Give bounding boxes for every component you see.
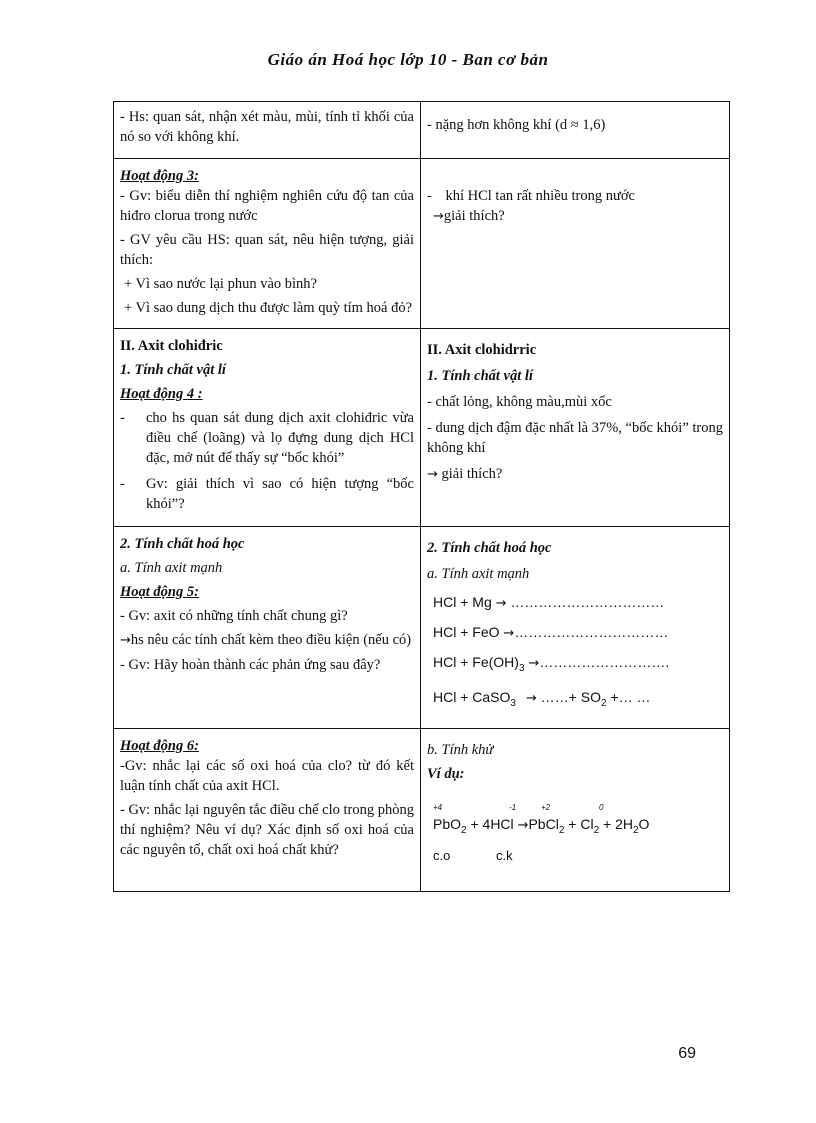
arrow-icon: → [427, 467, 438, 482]
subsection-heading: 2. Tính chất hoá học [120, 536, 245, 552]
page-header: Giáo án Hoá học lớp 10 - Ban cơ bản [267, 50, 549, 69]
bullet-item [120, 474, 414, 514]
equation-reactants: HCl + CaSO [433, 688, 511, 705]
subscript: 2 [593, 824, 600, 836]
subsection-heading: 1. Tính chất vật lí [120, 362, 226, 378]
table-row [114, 728, 730, 891]
table-row [114, 159, 730, 329]
table-cell-left [114, 728, 421, 891]
text-line: - GV yêu cầu HS: quan sát, nêu hiện tượng, giải thích: [120, 232, 414, 268]
lesson-table [113, 101, 730, 892]
text-line: giải thích? [441, 466, 503, 482]
subscript: 2 [461, 824, 467, 836]
arrow-icon: → [525, 690, 537, 706]
table-row [114, 102, 730, 159]
text-line: - Gv: Hãy hoàn thành các phản ứng sau đây? [120, 657, 381, 673]
table-cell-right [421, 728, 730, 891]
arrow-icon: → [433, 209, 444, 224]
table-row [114, 527, 730, 729]
equation-reactants: HCl + FeO [433, 624, 500, 640]
text-line: - Gv: biểu diễn thí nghiệm nghiên cứu độ tan của hiđro clorua trong nước [120, 188, 414, 224]
text-line: - chất lỏng, không màu,mùi xốc [427, 394, 612, 410]
subscript: 3 [518, 662, 525, 674]
equation-part: + Cl [564, 815, 594, 832]
section-heading: II. Axit clohidrric [427, 342, 537, 358]
equation-reactants: HCl + Mg [433, 594, 492, 610]
text-line: - Gv: nhắc lại nguyên tắc điều chế clo trong phòng thí nghiệm? Nêu ví dụ? Xác định số oxi hoá của các nguyên tố, chất oxi hoá chất khử? [120, 801, 414, 858]
table-cell-left [114, 329, 421, 527]
oxidation-number: -1 [509, 802, 517, 812]
subsection-heading: a. Tính axit mạnh [120, 560, 223, 576]
activity-heading: Hoạt động 4 : [120, 386, 203, 402]
equation-part: O [638, 815, 650, 832]
text-line: Gv: giải thích vì sao có hiện tượng “bốc khói”? [146, 476, 414, 512]
equation [433, 592, 723, 614]
reducer-label: c.k [495, 848, 513, 864]
text-line: - Gv: axit có những tính chất chung gì? [120, 608, 348, 624]
activity-heading: Hoạt động 3: [120, 168, 199, 184]
oxidation-number: 0 [599, 802, 604, 812]
dash-marker: - [120, 476, 125, 492]
equation-part: PbO [433, 815, 462, 832]
arrow-icon: → [528, 656, 540, 671]
text-line: -Gv: nhắc lại các số oxi hoá của clo? từ đó kết luận tính chất của axit HCl. [120, 757, 414, 794]
arrow-icon: → [120, 633, 131, 648]
text-line: - dung dịch đậm đặc nhất là 37%, “bốc khói” trong không khí [427, 420, 723, 456]
text-line: hs nêu các tính chất kèm theo điều kiện (nếu có) [130, 632, 412, 648]
equation-blank: …………………………… [514, 624, 669, 640]
table-cell-left [114, 159, 421, 329]
text-line: - nặng hơn không khí (d ≈ 1,6) [427, 117, 606, 133]
arrow-icon: → [503, 626, 515, 641]
arrow-icon: → [495, 596, 507, 611]
equation-part: + 4HCl [466, 815, 518, 832]
table-cell-right [421, 527, 730, 729]
arrow-icon: → [517, 817, 529, 833]
subscript: 2 [600, 697, 607, 709]
table-row [114, 329, 730, 527]
equation [433, 622, 723, 644]
equation-blank: +… … [610, 688, 651, 705]
bullet-item [120, 408, 414, 468]
table-cell-right [421, 102, 730, 159]
activity-heading: Hoạt động 6: [120, 737, 199, 754]
activity-heading: Hoạt động 5: [120, 584, 199, 600]
equation-blank: ………………………. [539, 654, 670, 670]
oxidation-number: +4 [433, 802, 443, 812]
text-line: cho hs quan sát dung dịch axit clohiđric vừa điều chế (loãng) và lọ đựng dung dịch HCl đặc, mở nút để thấy sự “bốc khói” [146, 410, 414, 466]
page-number: 69 [678, 1045, 696, 1062]
subscript: 2 [558, 824, 565, 836]
subsection-heading: a. Tính axit mạnh [427, 566, 530, 582]
table-cell-right [421, 159, 730, 329]
equation-blank: ……+ SO [540, 688, 601, 705]
text-line: - Hs: quan sát, nhận xét màu, mùi, tính tỉ khối của nó so với không khí. [120, 109, 414, 145]
table-cell-right [421, 329, 730, 527]
subsection-heading: 2. Tính chất hoá học [427, 540, 552, 556]
equation-part: + 2H [599, 815, 633, 832]
text-line: + Vì sao dung dịch thu được làm quỳ tím hoá đỏ? [124, 300, 413, 316]
redox-labels [433, 846, 723, 866]
subsection-heading: 1. Tính chất vật lí [427, 368, 533, 384]
equation-blank: …………………………… [510, 594, 665, 610]
section-heading: II. Axit clohiđric [120, 338, 223, 354]
subscript: 3 [510, 697, 516, 709]
table-cell-left [114, 102, 421, 159]
dash-marker: - [427, 188, 432, 204]
equation [433, 687, 723, 714]
dash-marker: - [120, 410, 125, 426]
oxidation-numbers [433, 798, 723, 812]
equation [433, 652, 723, 679]
equation-reactants: HCl + Fe(OH) [433, 654, 519, 670]
subsection-heading: Ví dụ: [427, 765, 465, 782]
oxidizer-label: c.o [433, 848, 451, 864]
subsection-heading: b. Tính khử [427, 741, 494, 758]
equation [433, 814, 723, 841]
text-line: giải thích? [443, 208, 505, 224]
text-line: + Vì sao nước lại phun vào bình? [124, 276, 317, 292]
subscript: 2 [632, 824, 639, 836]
text-line: khí HCl tan rất nhiều trong nước [445, 188, 635, 204]
oxidation-number: +2 [541, 802, 551, 812]
table-cell-left [114, 527, 421, 729]
equation-part: PbCl [528, 815, 559, 832]
